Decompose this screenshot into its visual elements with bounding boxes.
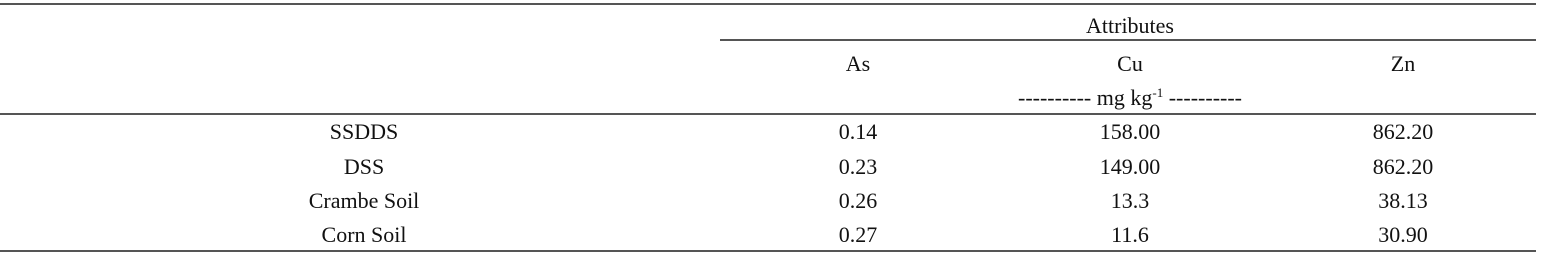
column-header-as: As: [845, 51, 871, 76]
cell-zn: 862.20: [1372, 119, 1434, 144]
row-label: DSS: [343, 154, 385, 179]
cell-cu: 149.00: [1099, 154, 1161, 179]
bottom-rule: [0, 250, 1536, 252]
column-header-cu: Cu: [1117, 51, 1143, 76]
column-header-zn: Zn: [1390, 51, 1416, 76]
cell-zn: 38.13: [1378, 188, 1428, 213]
unit-dashes-right: ----------: [1168, 85, 1242, 110]
top-rule: [0, 3, 1536, 5]
cell-zn: 30.90: [1378, 222, 1428, 247]
cell-cu: 11.6: [1111, 222, 1149, 247]
cell-cu: 13.3: [1110, 188, 1150, 213]
row-label: Corn Soil: [321, 222, 407, 247]
header-rule: [0, 113, 1536, 115]
unit-base: mg kg: [1096, 85, 1153, 110]
unit-dashes-left: ----------: [1018, 85, 1092, 110]
cell-cu: 158.00: [1099, 119, 1161, 144]
cell-as: 0.23: [838, 154, 878, 179]
cell-zn: 862.20: [1372, 154, 1434, 179]
unit-label: [1018, 86, 1242, 110]
row-label: Crambe Soil: [308, 188, 420, 213]
cell-as: 0.27: [838, 222, 878, 247]
unit-exponent: -1: [1152, 85, 1164, 100]
row-label: SSDDS: [329, 119, 399, 144]
cell-as: 0.26: [838, 188, 878, 213]
attributes-header: Attributes: [1086, 13, 1174, 38]
attributes-rule: [720, 39, 1536, 41]
cell-as: 0.14: [838, 119, 878, 144]
